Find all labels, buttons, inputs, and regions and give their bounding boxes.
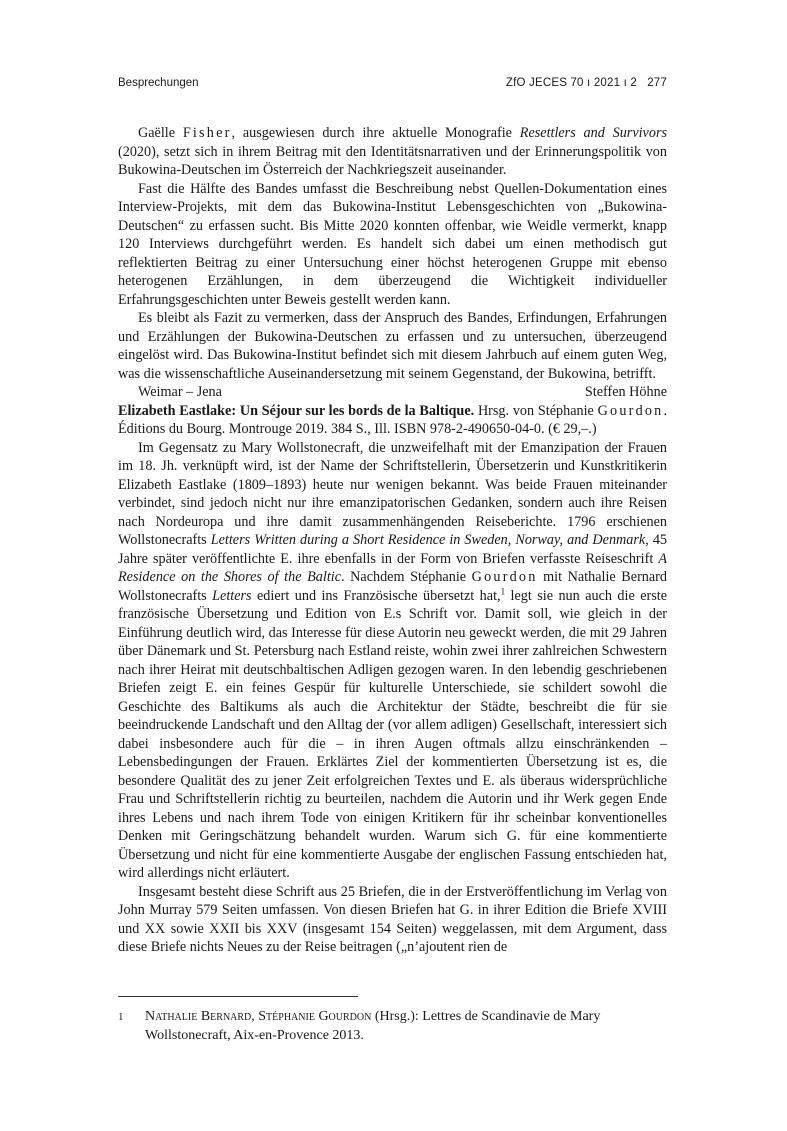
review-heading: Elizabeth Eastlake: Un Séjour sur les bords de la Baltique. Hrsg. von Stéphanie Gourdon. Éditions du Bourg. Montrouge 2019. 384 S., Ill. ISBN 978-2-490650-04-0. (€ 29,–.) — [118, 402, 667, 437]
title-wollstonecraft-letters: Letters Written during a Short Residence in Sweden, Norway, and Denmark — [210, 532, 646, 548]
footnote — [118, 1008, 667, 1045]
footnote-text: Nathalie Bernard, Stéphanie Gourdon (Hrsg.): Lettres de Scandinavie de Mary Wollstonecraft, Aix-en-Provence 2013. — [145, 1009, 601, 1043]
footnote-authors: Nathalie Bernard, Stéphanie Gourdon — [145, 1009, 372, 1024]
section-title: Besprechungen — [118, 77, 199, 89]
paragraph-letters-count: Insgesamt besteht diese Schrift aus 25 Briefen, die in der Erstveröffentlichung im Verlag von John Murray 579 Seiten umfassen. Von diesen Briefen hat G. in ihrer Edition die Briefe XVIII und XX sowie XXII bis XXV (insgesamt 154 Seiten) weggelassen, mit dem Argument, dass diese Briefe nichts Neues zu der Reise beitragen („n’ajoutent rien de — [118, 883, 667, 955]
editor-name-spaced: Gourdon — [597, 402, 664, 419]
running-header — [118, 77, 667, 93]
paragraph-fisher: Gaëlle Fisher, ausgewiesen durch ihre aktuelle Monografie Resettlers and Survivors (2020), setzt sich in ihrem Beitrag mit den Identitätsnarrativen und der Erinnerungspolitik von Bukowina-Deutschen im Österreich der Nachkriegszeit auseinander. — [118, 125, 667, 178]
journal-issue: ZfO JECES 70 ı 2021 ı 2 — [505, 77, 638, 89]
footnote-reference[interactable]: 1 — [500, 585, 506, 596]
review-signature — [118, 383, 667, 402]
page-body — [118, 124, 667, 957]
paragraph-eastlake-intro: Im Gegensatz zu Mary Wollstonecraft, die unzweifelhaft mit der Emanzipation der Frauen im 18. Jh. verknüpft wird, ist der Name der Schriftstellerin, Übersetzerin und Kunstkritikerin Elizabeth Eastlake (1809–1893) heute nur wenigen bekannt. Was beide Frauen miteinander verbindet, sind jedoch nicht nur ihre emanzipatorischen Gedanken, sondern auch ihre Reisen nach Nordeuropa und ihre damit zusammenhängenden Reiseberichte. 1796 erschienen Wollstonecrafts Letters Written during a Short Residence in Sweden, Norway, and Denmark, 45 Jahre später veröffentlichte E. ihre ebenfalls in der Form von Briefen verfasste Reiseschrift A Residence on the Shores of the Baltic. Nachdem Stéphanie Gourdon mit Nathalie Bernard Wollstonecrafts Letters ediert und ins Französische übersetzt hat,$^1$ legt sie nun auch die erste französische Übersetzung und Edition von E.s Schrift vor. Damit soll, wie gleich in der Einführung deutlich wird, das Interesse für diese Autorin neu geweckt werden, die mit 29 Jahren über Dänemark und St. Petersburg nach Estland reiste, wohin zwei ihrer zahlreichen Schwestern nach ihrer Heirat mit deutschbaltischen Adligen gezogen waren. In den lebendig geschriebenen Briefen zeigt E. ein feines Gespür für kulturelle Unterschiede, sie schildert sowohl die Geschichte des Baltikums als auch die Architektur der Städte, beschreibt die für sie beeindruckende Landschaft und den Alltag der (vor allem adligen) Gesellschaft, interessiert sich dabei insbesondere auch für die – in ihren Augen oftmals allzu einschränkenden – Lebensbedingungen der Frauen. Erklärtes Ziel der kommentierten Übersetzung ist es, die besondere Qualität des zu jener Zeit erfolgreichen Textes und E. als überaus widersprüchliche Frau und Schriftstellerin richtig zu beurteilen, nachdem die Autorin und ihr Werk gegen Ende ihres Lebens und nach ihrem Tode von einigen Kritikern für ihr scheinbar konventionelles Denken mit Geringschätzung behandelt wurden. Warum sich G. für eine kommentierte Übersetzung und nicht für eine kommentierte Ausgabe der englischen Fassung entschieden hat, wird allerdings nicht erläutert. — [118, 439, 668, 881]
author-name-spaced: Fisher — [182, 125, 232, 141]
signature-author: Steffen Höhne — [584, 384, 667, 400]
paragraph-interview-project: Fast die Hälfte des Bandes umfasst die Beschreibung nebst Quellen-Dokumentation eines Interview-Projekts, mit dem das Bukowina-Institut Lebensgeschichten von „Bukowina-Deutschen“ zu erfassen sucht. Bis Mitte 2020 konnten offenbar, wie Weidle vermerkt, knapp 120 Interviews durchgeführt werden. Es handelt sich dabei um einen methodisch gut reflektierten Beitrag zu einer Untersuchung einer höchst heterogenen Gruppe mit ebenso heterogenen Erzählungen, in dem überzeugend die Wichtigkeit individueller Erfahrungsgeschichten unter Beweis gestellt werden kann. — [118, 180, 667, 308]
journal-info — [506, 77, 667, 89]
page-number: 277 — [647, 77, 667, 89]
footnote-divider — [118, 996, 358, 997]
title-letters: Letters — [212, 587, 252, 604]
editor-name-spaced: Gourdon — [471, 569, 538, 585]
signature-place: Weimar – Jena — [138, 384, 222, 400]
paragraph-conclusion: Es bleibt als Fazit zu vermerken, dass der Anspruch des Bandes, Erfindungen, Erfahrungen und Erzählungen der Bukowina-Deutschen zu erfassen und zu untersuchen, überzeugend eingelöst wird. Das Bukowina-Institut befindet sich mit diesem Jahrbuch auf einem guten Weg, was die wissenschaftliche Auseinandersetzung mit seinem Gegenstand, der Bukowina, betrifft. — [118, 310, 667, 382]
review-book-title: Elizabeth Eastlake: Un Séjour sur les bords de la Baltique. — [118, 402, 475, 419]
book-title: Resettlers and Survivors — [519, 125, 667, 141]
title-residence-baltic: A Residence on the Shores of the Baltic — [118, 550, 667, 585]
footnote-number: 1 — [118, 1011, 124, 1023]
